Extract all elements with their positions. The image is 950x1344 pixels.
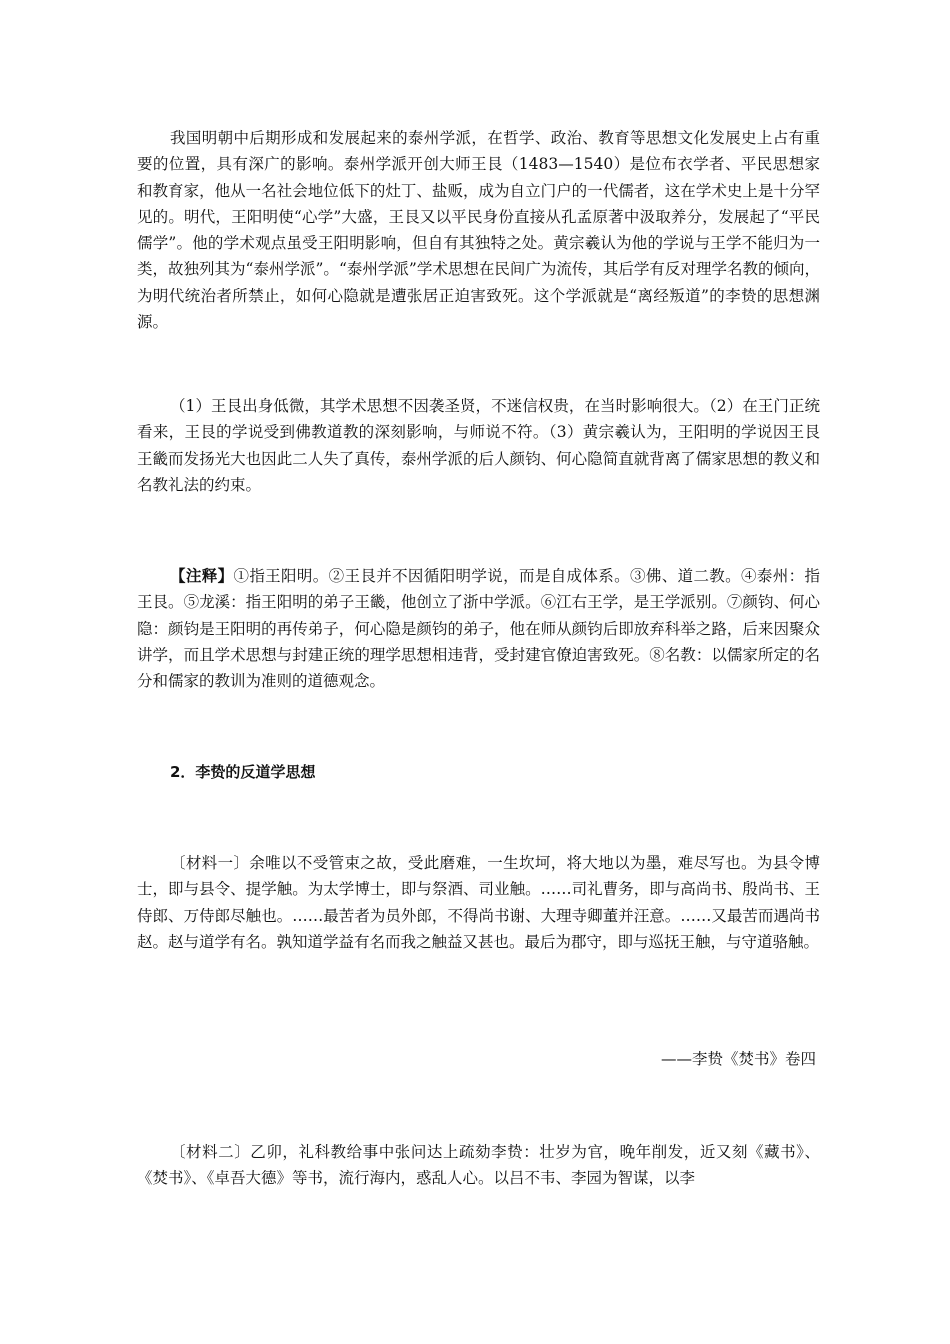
paragraph-text: （1）王艮出身低微，其学术思想不因袭圣贤，不迷信权贵，在当时影响很大。（2）在王门正统看来，王艮的学说受到佛教道教的深刻影响，与师说不符。（3）黄宗羲认为，王阳明的学说因王艮王畿而发扬光大也因此二人失了真传，泰州学派的后人颜钧、何心隐简直就背离了儒家思想的教义和名教礼法的约束。 — [137, 397, 820, 494]
material-one-text: 〔材料一〕余唯以不受管束之故，受此磨难，一生坎坷，将大地以为墨，难尽写也。为县令博士，即与县令、提学触。为太学博士，即与祭酒、司业触。……司礼曹务，即与高尚书、殷尚书、王侍郎、万侍郎尽触也。……最苦者为员外郎，不得尚书谢、大理寺卿董并汪意。……又最苦而遇尚书赵。赵与道学有名。孰知道学益有名而我之触益又甚也。最后为郡守，即与巡抚王触，与守道骆触。 — [137, 854, 820, 951]
material-one-paragraph — [137, 850, 820, 955]
notes-text — [137, 563, 820, 694]
material-two-paragraph — [137, 1139, 820, 1192]
material-one-source: ——李贽《焚书》卷四 — [660, 1050, 816, 1068]
analysis-paragraph — [137, 393, 820, 498]
section-heading: 2．李贽的反道学思想 — [170, 763, 316, 781]
material-two-text: 〔材料二〕乙卯，礼科教给事中张问达上疏劾李贽：壮岁为官，晚年削发，近又刻《藏书》、《焚书》、《卓吾大德》等书，流行海内，惑乱人心。以吕不韦、李园为智谋，以李 — [137, 1143, 820, 1188]
notes-content: ①指王阳明。②王艮并不因循阳明学说，而是自成体系。③佛、道二教。④泰州：指王艮。⑤龙溪：指王阳明的弟子王畿，他创立了浙中学派。⑥江右王学，是王学派别。⑦颜钧、何心隐：颜钧是王阳明的再传弟子，何心隐是颜钧的弟子，他在师从颜钧后即放弃科举之路，后来因聚众讲学，而且学术思想与封建正统的理学思想相违背，受封建官僚迫害致死。⑧名教：以儒家所定的名分和儒家的教训为准则的道德观念。 — [137, 567, 820, 691]
notes-label: 【注释】 — [170, 567, 234, 585]
intro-paragraph — [137, 125, 820, 335]
notes-paragraph — [137, 563, 820, 694]
paragraph-text: 我国明朝中后期形成和发展起来的泰州学派，在哲学、政治、教育等思想文化发展史上占有重要的位置，具有深广的影响。泰州学派开创大师王艮（1483—1540）是位布衣学者、平民思想家和教育家，他从一名社会地位低下的灶丁、盐贩，成为自立门户的一代儒者，这在学术史上是十分罕见的。明代，王阳明使“心学”大盛，王艮又以平民身份直接从孔孟原著中汲取养分，发展起了“平民儒学”。他的学术观点虽受王阳明影响，但自有其独特之处。黄宗羲认为他的学说与王学不能归为一类，故独列其为“泰州学派”。“泰州学派”学术思想在民间广为流传，其后学有反对理学名教的倾向，为明代统治者所禁止，如何心隐就是遭张居正迫害致死。这个学派就是“离经叛道”的李贽的思想渊源。 — [137, 129, 820, 332]
